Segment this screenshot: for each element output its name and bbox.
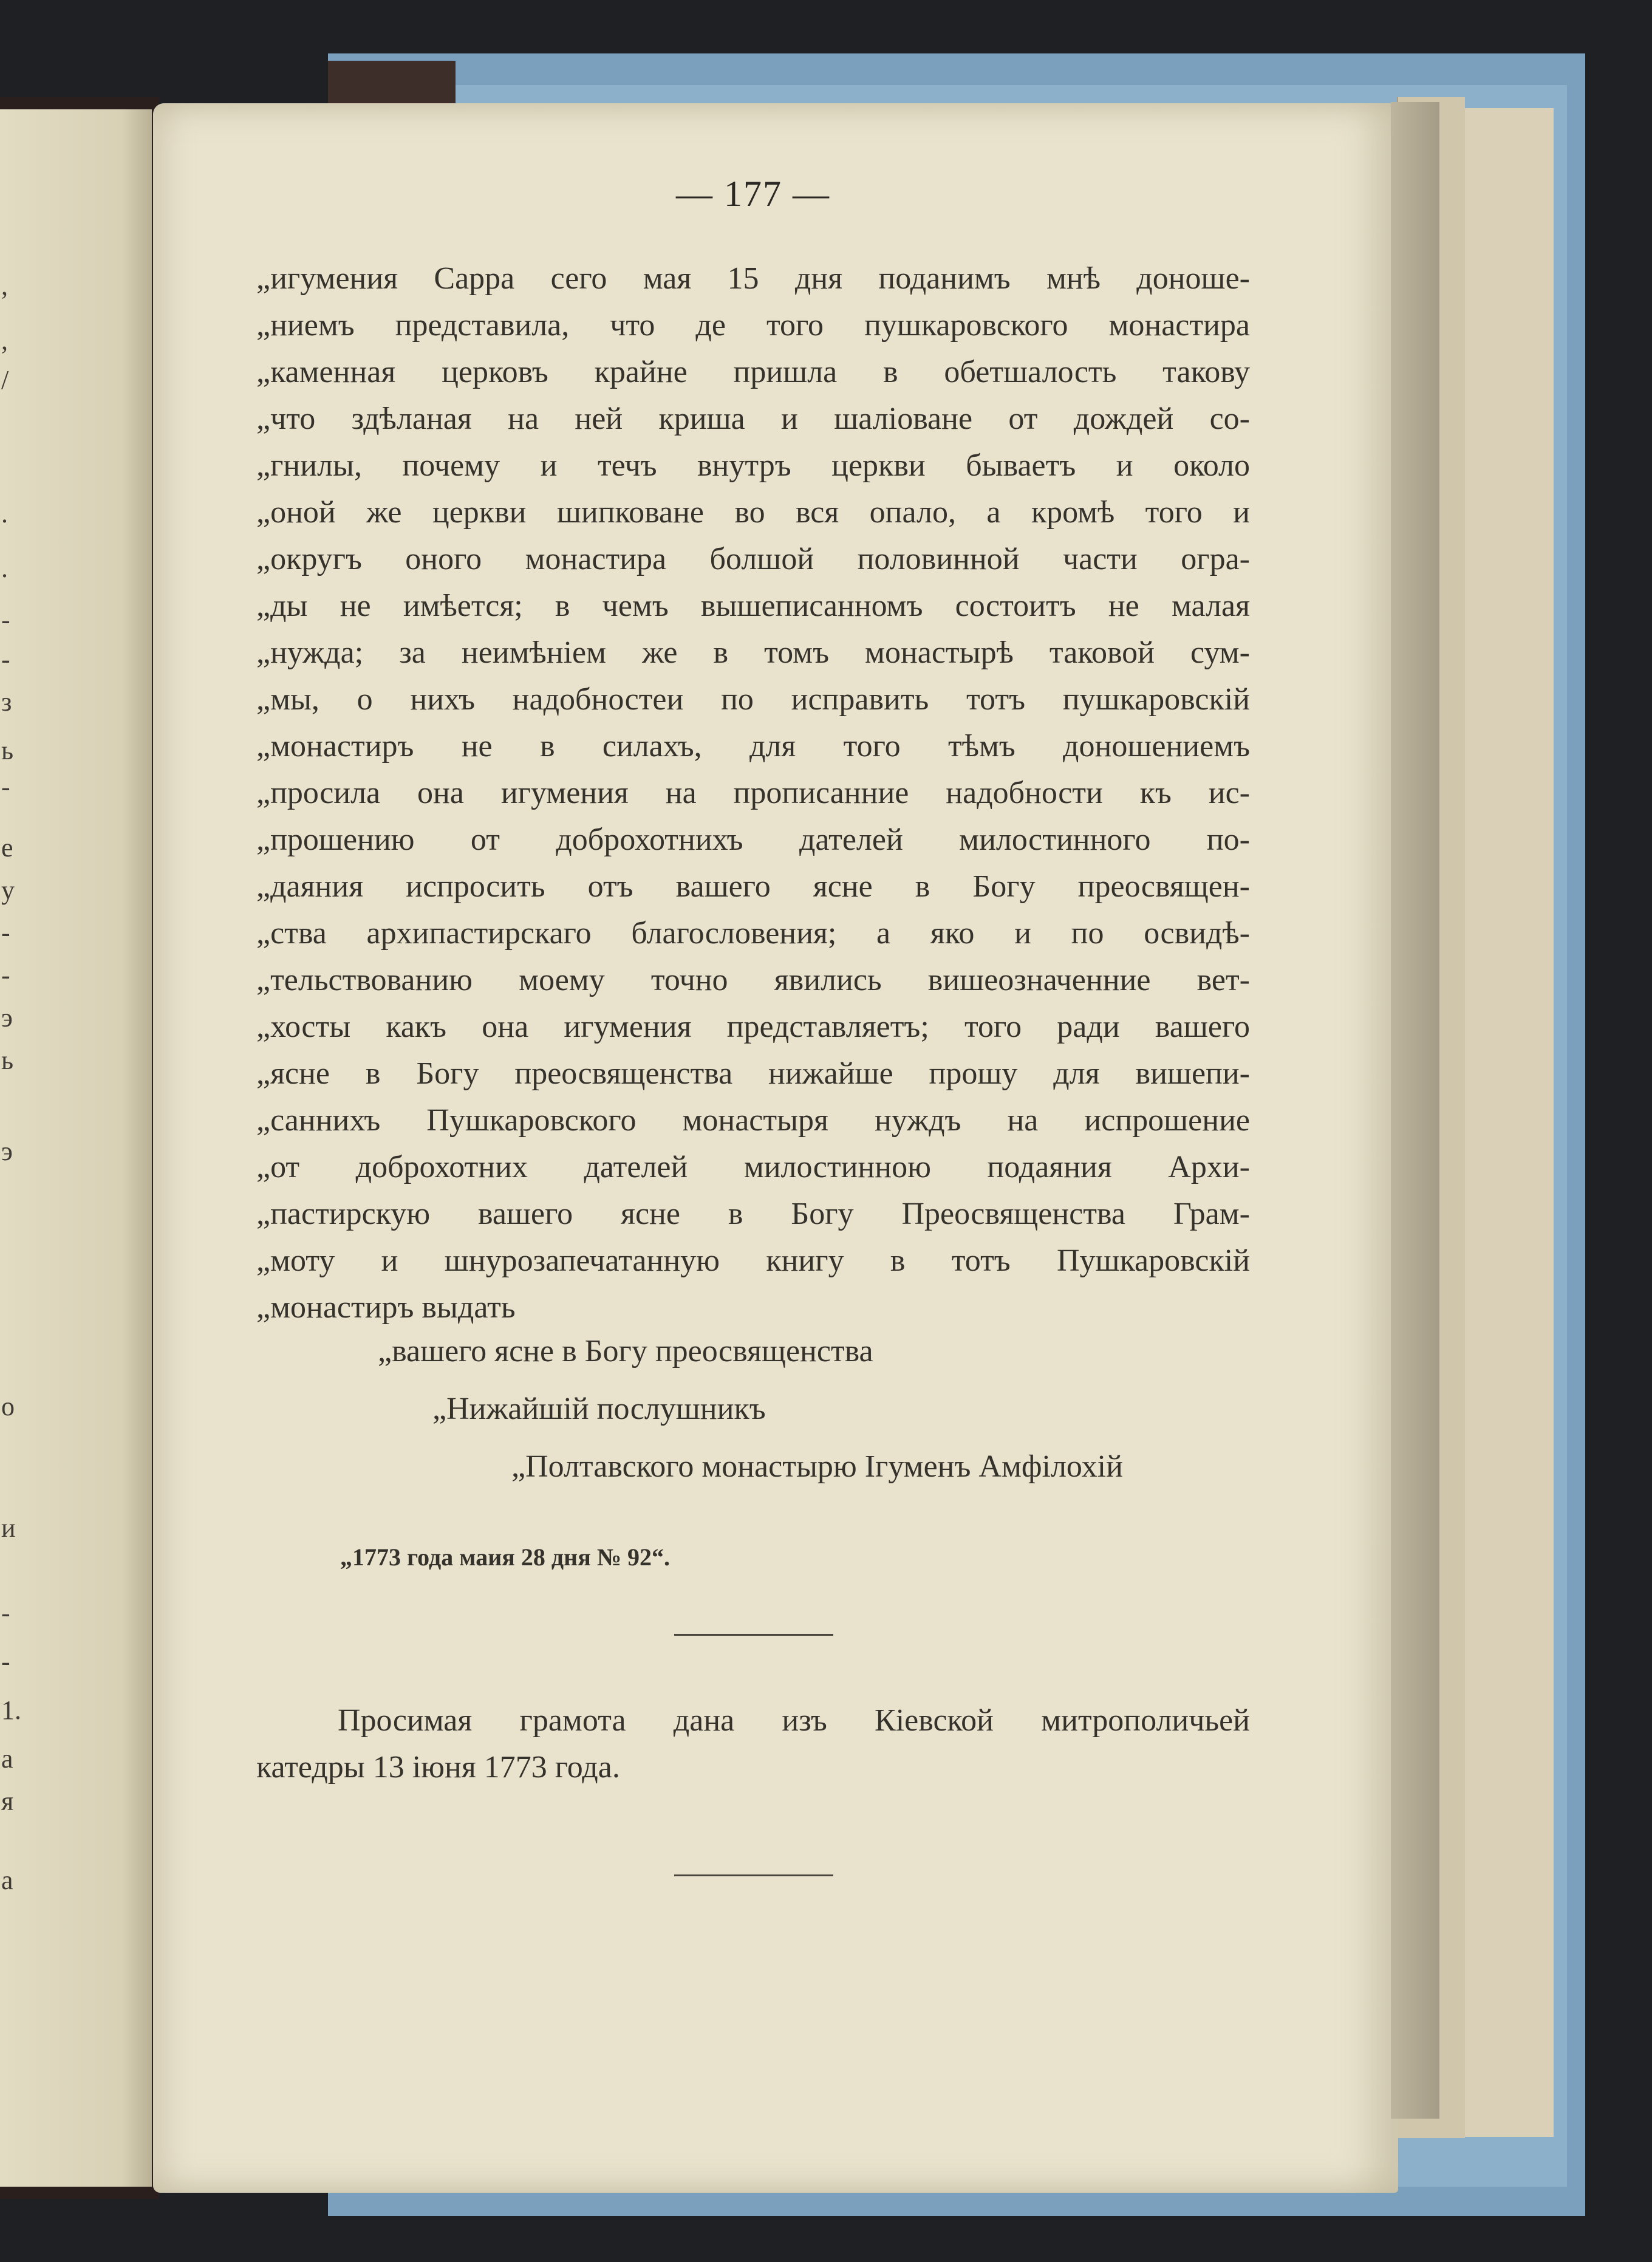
left-fragment: /	[1, 365, 9, 395]
left-page	[0, 109, 152, 2187]
text-line: „пастирскую вашего ясне в Богу Преосвященства Грам-	[256, 1197, 1250, 1231]
text-line: „просила она игумения на прописанние надобности къ ис-	[256, 776, 1250, 810]
left-fragment: ь	[1, 1045, 14, 1075]
left-fragment: е	[1, 833, 13, 863]
left-fragment: 1.	[1, 1695, 21, 1725]
signature-line-3: „Полтавского монастырю Ігуменъ Амфілохій	[511, 1449, 1123, 1484]
left-fragment: у	[1, 875, 15, 905]
page-number: — 177 —	[676, 174, 830, 214]
left-fragment: о	[1, 1392, 15, 1421]
text-line: катедры 13 іюня 1773 года.	[256, 1750, 620, 1785]
text-line: „моту и шнурозапечатанную книгу в тотъ Пушкаровскій	[256, 1243, 1250, 1278]
left-fragment: и	[1, 1513, 16, 1543]
text-line: „оной же церкви шипковане во вся опало, а кромѣ того и	[256, 495, 1250, 530]
text-line: „ства архипастирскаго благословения; а яко и по освидѣ-	[256, 916, 1250, 951]
end-rule	[674, 1874, 833, 1876]
left-fragment: -	[1, 605, 10, 635]
left-fragment: -	[1, 960, 10, 990]
left-fragment: -	[1, 644, 10, 674]
body-text	[256, 255, 1250, 1331]
text-line: „хосты какъ она игумения представляетъ; того ради вашего	[256, 1010, 1250, 1044]
text-line: „прошению от доброхотнихъ дателей милостинного по-	[256, 822, 1250, 857]
left-fragment: а	[1, 1865, 13, 1895]
signature-line-2: „Нижайшій послушникъ	[432, 1392, 766, 1426]
left-fragment: ,	[1, 326, 8, 355]
text-line: „нужда; за неимѣніем же в томъ монастырѣ таковой сум-	[256, 635, 1250, 670]
left-fragment: -	[1, 918, 10, 948]
text-line: „монастиръ выдать	[256, 1290, 516, 1325]
left-fragment: -	[1, 1598, 10, 1628]
text-line: „тельствованию моему точно явились вишеозначенние вет-	[256, 963, 1250, 997]
document-date: „1773 года маия 28 дня № 92“.	[340, 1543, 671, 1571]
left-fragment: э	[1, 1003, 13, 1033]
text-line: „ды не имѣется; в чемъ вышеписанномъ состоитъ не малая	[256, 589, 1250, 623]
left-fragment: з	[1, 687, 12, 717]
left-fragment: ь	[1, 736, 14, 765]
closing-paragraph	[256, 1697, 1250, 1791]
left-fragment: -	[1, 1647, 10, 1676]
signature-line-1: „вашего ясне в Богу преосвященства	[378, 1334, 873, 1368]
text-line: „даяния испросить отъ вашего ясне в Богу преосвящен-	[256, 869, 1250, 904]
left-fragment: -	[1, 772, 10, 802]
text-line: „игумения Сарра сего мая 15 дня поданимъ мнѣ доноше-	[256, 261, 1250, 296]
text-line: „саннихъ Пушкаровского монастыря нуждъ на испрошение	[256, 1103, 1250, 1138]
text-line: „ниемъ представила, что де того пушкаровского монастира	[256, 308, 1250, 343]
text-line: „монастиръ не в силахъ, для того тѣмъ доношениемъ	[256, 729, 1250, 764]
text-line: „от доброхотних дателей милостинною подаяния Архи-	[256, 1150, 1250, 1184]
text-line: „гнилы, почему и течъ внутръ церкви бываетъ и около	[256, 448, 1250, 483]
page-edge-shadow	[1391, 102, 1439, 2119]
left-fragment: э	[1, 1136, 13, 1166]
left-fragment: .	[1, 499, 8, 528]
left-fragment: а	[1, 1744, 13, 1774]
left-page-fragments	[0, 109, 24, 2187]
separator-rule	[674, 1634, 833, 1636]
left-fragment: я	[1, 1786, 14, 1816]
left-fragment: ,	[1, 271, 8, 301]
text-line: Просимая грамота дана изъ Кіевской митрополичьей	[338, 1703, 1250, 1738]
left-fragment: .	[1, 553, 8, 583]
text-line: „ясне в Богу преосвященства нижайше прошу для вишепи-	[256, 1056, 1250, 1091]
text-line: „мы, о нихъ надобностеи по исправить тотъ пушкаровскій	[256, 682, 1250, 717]
text-line: „что здѣланая на ней криша и шаліоване от дождей со-	[256, 401, 1250, 436]
text-line: „каменная церковъ крайне пришла в обетшалость такову	[256, 355, 1250, 389]
book-cover-corner	[328, 61, 456, 109]
text-line: „округъ оного монастира болшой половинной части огра-	[256, 542, 1250, 576]
